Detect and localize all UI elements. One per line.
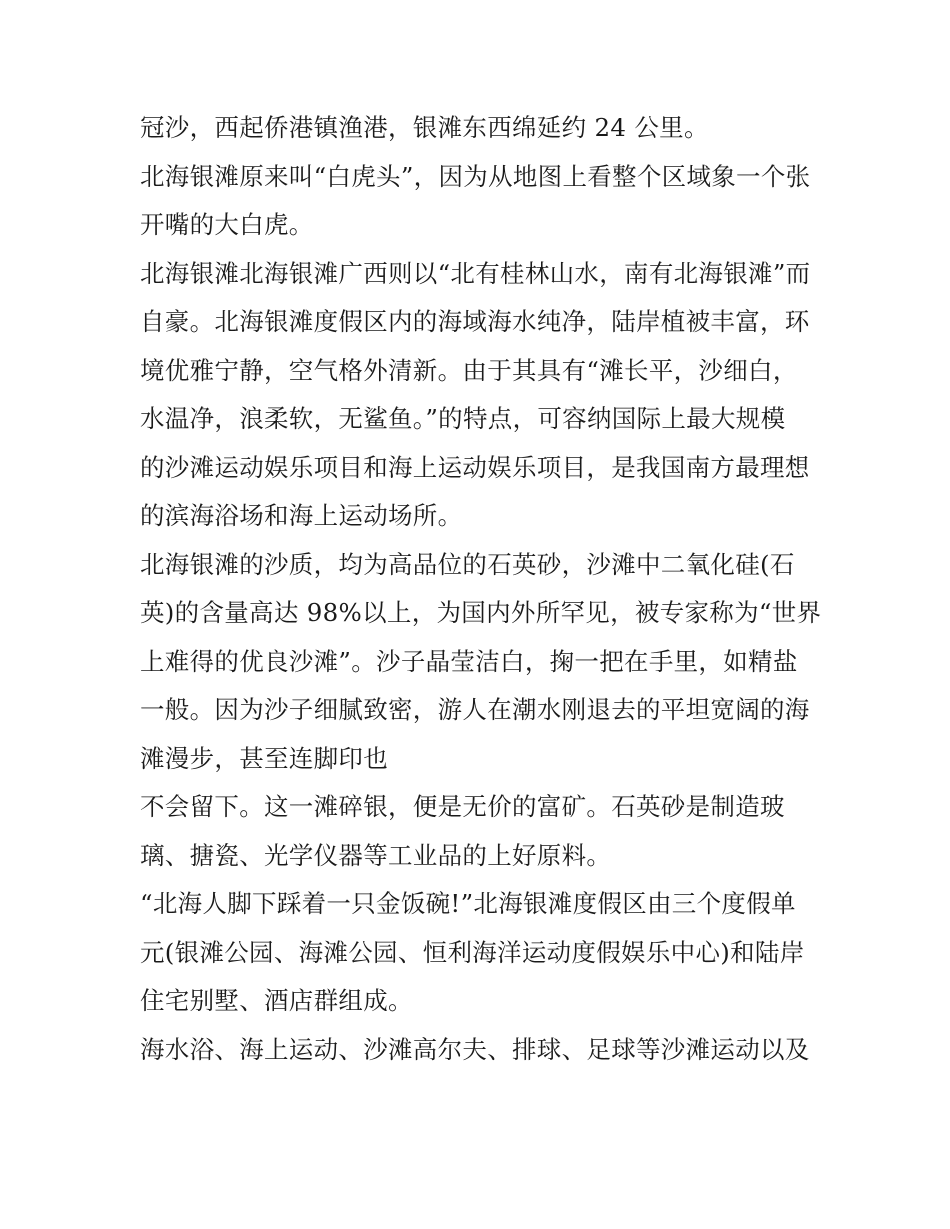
text-line: 北海银滩原来叫“白虎头”，因为从地图上看整个区域象一个张 [140,161,811,191]
paragraph-location [140,104,820,153]
text-line: 冠沙，西起侨港镇渔港，银滩东西绵延约 24 公里。 [140,113,709,142]
text-line: 英)的含量高达 98%以上，为国内外所罕见，被专家称为“世界 [140,598,822,627]
paragraph-reputation [140,250,820,541]
text-line: 住宅别墅、酒店群组成。 [140,986,413,1015]
text-line: 北海银滩北海银滩广西则以“北有桂林山水，南有北海银滩”而 [140,258,811,288]
text-line: 水温净，浪柔软，无鲨鱼。”的特点，可容纳国际上最大规模 [140,404,786,433]
text-line: 不会留下。这一滩碎银，便是无价的富矿。石英砂是制造玻 [140,792,785,821]
paragraph-activities [140,1026,820,1075]
paragraph-origin-name [140,153,820,250]
body-text [140,104,820,1074]
text-line: 境优雅宁静，空气格外清新。由于其具有“滩长平，沙细白， [140,355,798,385]
text-line: 的滨海浴场和海上运动场所。 [140,501,463,530]
text-line: 开嘴的大白虎。 [140,210,314,239]
paragraph-quartz-sand [140,783,820,880]
text-line: 海水浴、海上运动、沙滩高尔夫、排球、足球等沙滩运动以及 [140,1034,810,1064]
text-line: 一般。因为沙子细腻致密，游人在潮水刚退去的平坦宽阔的海 [140,695,810,724]
text-line: 元(银滩公园、海滩公园、恒利海洋运动度假娱乐中心)和陆岸 [140,937,805,967]
text-line: 北海银滩的沙质，均为高品位的石英砂，沙滩中二氧化硅(石 [140,549,795,579]
text-line: 上难得的优良沙滩”。沙子晶莹洁白，掬一把在手里，如精盐 [140,646,798,676]
text-line: “北海人脚下踩着一只金饭碗!”北海银滩度假区由三个度假单 [140,889,796,918]
paragraph-sand-quality [140,541,820,784]
paragraph-resort-units [140,880,820,1026]
text-line: 璃、搪瓷、光学仪器等工业品的上好原料。 [140,840,612,870]
text-line: 自豪。北海银滩度假区内的海域海水纯净，陆岸植被丰富，环 [140,307,810,336]
text-line: 的沙滩运动娱乐项目和海上运动娱乐项目，是我国南方最理想 [140,452,810,482]
text-line: 滩漫步，甚至连脚印也 [140,743,388,773]
